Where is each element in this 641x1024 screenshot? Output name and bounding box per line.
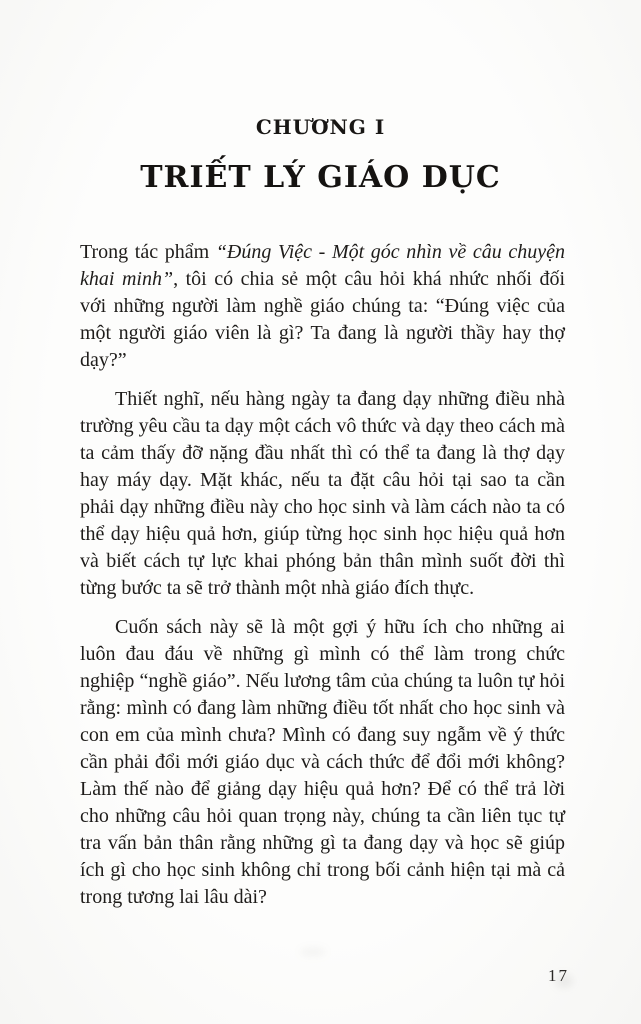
- chapter-title: TRIẾT LÝ GIÁO DỤC: [140, 160, 501, 195]
- chapter-label: CHƯƠNG I: [255, 115, 386, 139]
- paragraph-book-purpose: Cuốn sách này sẽ là một gợi ý hữu ích cho những ai luôn đau đáu về những gì mình có thể làm trong chức nghiệp “nghề giáo”. Nếu lương tâm của chúng ta luôn tự hỏi rằng: mình có đang làm những điều tốt nhất cho học sinh và con em của mình chưa? Mình có đang suy ngẫm về ý thức cần phải đổi mới giáo dục và cách thức để đổi mới không? Làm thế nào để giảng dạy hiệu quả hơn? Để có thể trả lời cho những câu hỏi quan trọng này, chúng ta cần liên tục tự tra vấn bản thân rằng những gì ta đang dạy và học sẽ giúp ích gì cho học sinh không chỉ trong bối cảnh hiện tại mà cả trong tương lai lâu dài?: [80, 616, 565, 908]
- body-text: [80, 239, 565, 911]
- scan-artifact: [300, 948, 326, 956]
- paragraph-teacher-reflection: Thiết nghĩ, nếu hàng ngày ta đang dạy những điều nhà trường yêu cầu ta dạy một cách vô thức và dạy theo cách mà ta cảm thấy đỡ nặng đầu nhất thì có thể ta đang là thợ dạy hay máy dạy. Mặt khác, nếu ta đặt câu hỏi tại sao ta cần phải dạy những điều này cho học sinh và làm cách nào ta có thể dạy hiệu quả hơn, giúp từng học sinh học hiệu quả hơn và biết cách tự lực khai phóng bản thân mình suốt đời thì từng bước ta sẽ trở thành một nhà giáo đích thực.: [80, 388, 565, 599]
- paragraph-intro-before: Trong tác phẩm: [80, 241, 216, 263]
- paragraph-intro: [80, 239, 565, 374]
- paragraph-intro-after: , tôi có chia sẻ một câu hỏi khá nhức nhối đối với những người làm nghề giáo chúng ta: “Đúng việc của một người giáo viên là gì? Ta đang là người thầy hay thợ dạy?”: [80, 268, 566, 371]
- page-number: 17: [548, 966, 569, 985]
- book-title-quote: “Đúng Việc - Một góc nhìn về câu chuyện khai minh”: [80, 241, 566, 290]
